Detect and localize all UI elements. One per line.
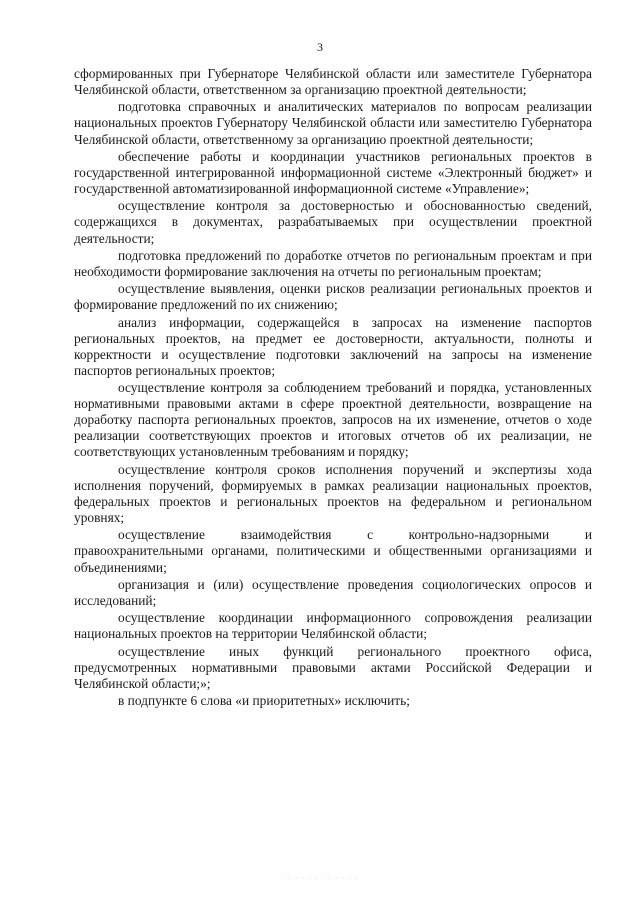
paragraph-7: анализ информации, содержащейся в запросах на изменение паспортов региональных проектов, на предмет ее достоверности, актуальности, полноты и корректности и осуществление подготовки заключений на запросы на изменение паспортов региональных проектов;: [74, 314, 592, 378]
paragraph-10: осуществление взаимодействия с контрольно-надзорными и правоохранительными органами, политическими и общественными организациями и объединениями;: [74, 527, 592, 575]
paragraph-9: осуществление контроля сроков исполнения поручений и экспертизы хода исполнения поручений, формируемых в рамках реализации национальных проектов, федеральных проектов и региональных проектов на федеральном и региональном уровнях;: [74, 461, 592, 526]
paragraph-3: обеспечение работы и координации участников региональных проектов в государственной интегрированной информационной системе «Электронный бюджет» и государственной автоматизированной информационной системе «Управление»;: [74, 148, 592, 197]
footer-scan-artifact: · · · · · · · · · · · ·: [281, 874, 359, 883]
paragraph-4: осуществление контроля за достоверностью и обоснованностью сведений, содержащихся в документах, разрабатываемых при осуществлении проектной деятельности;: [74, 198, 592, 246]
paragraph-5: подготовка предложений по доработке отчетов по региональным проектам и при необходимости формирование заключения на отчеты по региональным проектам;: [74, 247, 592, 279]
paragraph-8: осуществление контроля за соблюдением требований и порядка, установленных нормативными правовыми актами в сфере проектной деятельности, возвращение на доработку паспорта региональных проектов, запросов на их изменение, отчетов о ходе реализации соответствующих проектов и итоговых отчетов об их реализации, не соответствующих установленным требованиям и порядку;: [74, 380, 592, 460]
paragraph-13: осуществление иных функций регионального проектного офиса, предусмотренных нормативными правовыми актами Российской Федерации и Челябинской области;»;: [74, 643, 592, 691]
paragraph-2: подготовка справочных и аналитических материалов по вопросам реализации национальных проектов Губернатору Челябинской области или заместителю Губернатора Челябинской области, ответственному за организацию проектной деятельности;: [74, 99, 592, 147]
paragraph-6: осуществление выявления, оценки рисков реализации региональных проектов и формирование предложений по их снижению;: [74, 281, 592, 313]
document-body: [74, 66, 592, 710]
page-number: 3: [317, 40, 323, 54]
paragraph-11: организация и (или) осуществление проведения социологических опросов и исследований;: [74, 576, 592, 608]
paragraph-12: осуществление координации информационного сопровождения реализации национальных проектов на территории Челябинской области;: [74, 610, 592, 642]
paragraph-14: в подпункте 6 слова «и приоритетных» исключить;: [118, 693, 410, 708]
paragraph-1: сформированных при Губернаторе Челябинской области или заместителе Губернатора Челябинской области, ответственном за организацию проектной деятельности;: [74, 66, 592, 98]
